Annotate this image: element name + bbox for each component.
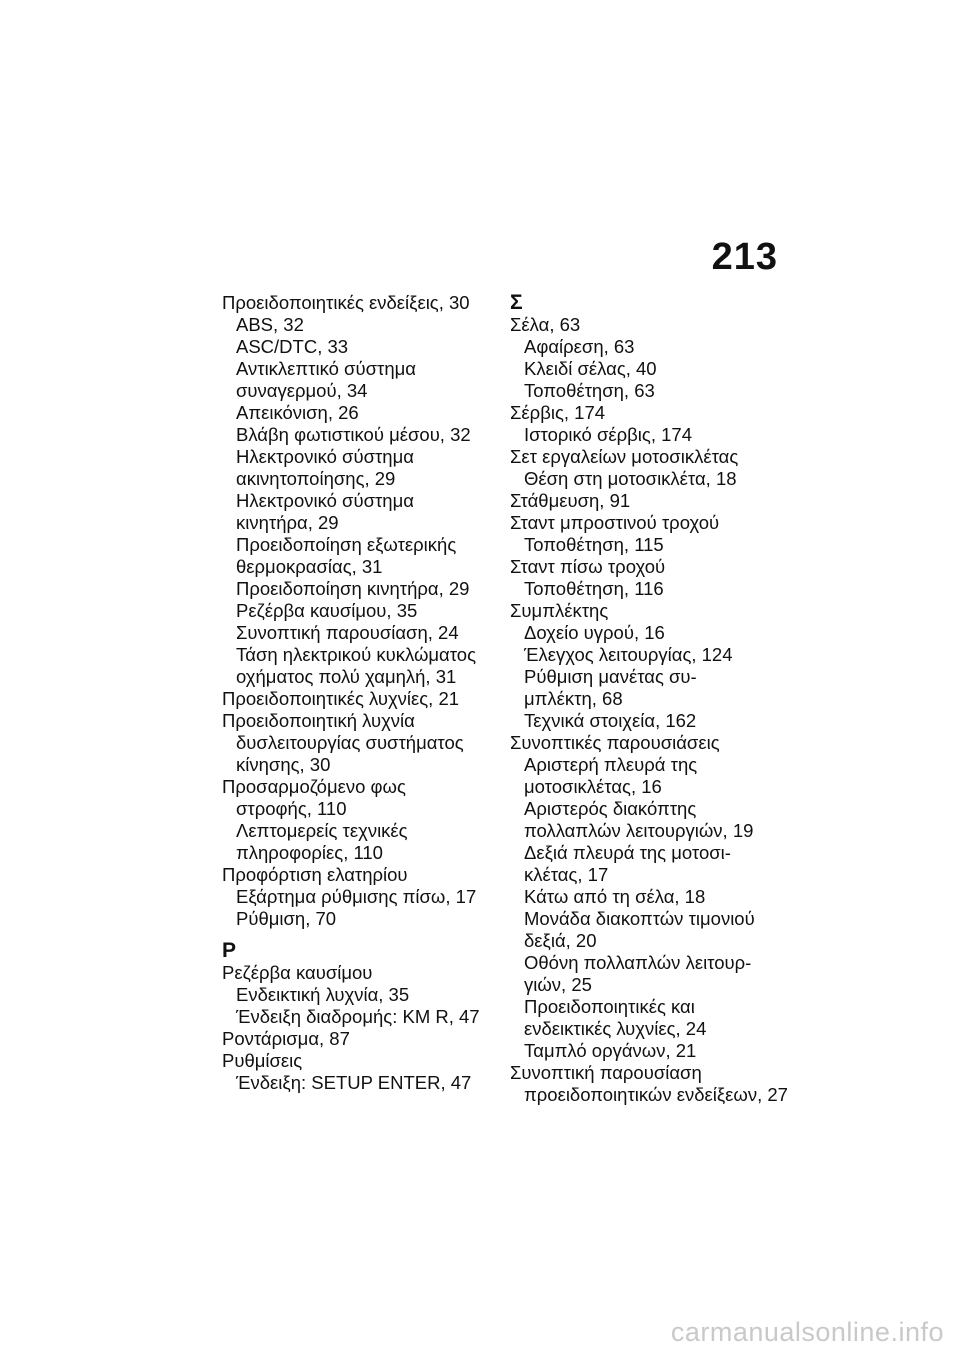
index-entry: Σταντ πίσω τροχού [510,556,666,577]
index-subentry: Τοποθέτηση, 116 [524,578,664,599]
index-entry: Σετ εργαλείων μοτοσικλέτας [510,446,739,467]
index-subentry: Απεικόνιση, 26 [236,402,359,423]
index-subentry: Αφαίρεση, 63 [524,336,635,357]
index-subentry: Κλειδί σέλας, 40 [524,358,657,379]
index-subentry: Ρύθμιση μανέτας συ- [524,666,697,687]
index-subentry: στροφής, 110 [236,798,347,819]
index-entry: Προειδοποιητική λυχνία [222,710,415,731]
index-subentry: Θέση στη μοτοσικλέτα, 18 [524,468,737,489]
index-entry: Ροντάρισμα, 87 [222,1028,350,1049]
index-subentry: Ηλεκτρονικό σύστημα [236,446,414,467]
index-subentry: Ένδειξη διαδρομής: KM R, 47 [236,1006,480,1027]
index-subentry: κλέτας, 17 [524,864,609,885]
index-subentry: Ενδεικτική λυχνία, 35 [236,984,410,1005]
index-subentry: γιών, 25 [524,974,592,995]
index-entry: Συνοπτικές παρουσιάσεις [510,732,720,753]
index-entry: Προειδοποιητικές λυχνίες, 21 [222,688,460,709]
index-subentry: Εξάρτημα ρύθμισης πίσω, 17 [236,886,477,907]
index-subentry: Αριστερή πλευρά της [524,754,698,775]
watermark: carmanualsonline.info [670,1317,944,1347]
index-subentry: Ένδειξη: SETUP ENTER, 47 [236,1072,472,1093]
index-entry: Ρεζέρβα καυσίμου [222,962,373,983]
index-column-left [222,292,492,1094]
index-subentry: ενδεικτικές λυχνίες, 24 [524,1018,707,1039]
index-subentry: πολλαπλών λειτουργιών, 19 [524,820,754,841]
index-letter-heading: Ρ [222,939,237,962]
index-subentry: Οθόνη πολλαπλών λειτουρ- [524,952,752,973]
index-subentry: Ηλεκτρονικό σύστημα [236,490,414,511]
index-subentry: κινητήρα, 29 [236,512,339,533]
index-subentry: πληροφορίες, 110 [236,842,383,863]
index-subentry: συναγερμού, 34 [236,380,368,401]
page-number: 213 [711,236,778,278]
index-entry: Σταντ μπροστινού τροχού [510,512,720,533]
index-subentry: Ιστορικό σέρβις, 174 [524,424,692,445]
index-subentry: οχήματος πολύ χαμηλή, 31 [236,666,457,687]
index-subentry: δυσλειτουργίας συστήματος [236,732,464,753]
index-entry: Προφόρτιση ελατηρίου [222,864,408,885]
index-subentry: Τοποθέτηση, 63 [524,380,655,401]
index-subentry: Τεχνικά στοιχεία, 162 [524,710,697,731]
index-subentry: μπλέκτη, 68 [524,688,623,709]
index-entry: Προειδοποιητικές ενδείξεις, 30 [222,292,470,313]
index-subentry: Συνοπτική παρουσίαση, 24 [236,622,459,643]
index-subentry: Ρύθμιση, 70 [236,908,337,929]
index-entry: Σέρβις, 174 [510,402,606,423]
index-entry: Συνοπτική παρουσίαση [510,1062,702,1083]
index-subentry: Προειδοποίηση κινητήρα, 29 [236,578,470,599]
index-subentry: Μονάδα διακοπτών τιμονιού [524,908,755,929]
index-subentry: ASC/DTC, 33 [236,336,349,357]
index-entry: Συμπλέκτης [510,600,609,621]
index-subentry: Τοποθέτηση, 115 [524,534,664,555]
index-entry: Στάθμευση, 91 [510,490,631,511]
index-subentry: Λεπτομερείς τεχνικές [236,820,408,841]
index-subentry: Ρεζέρβα καυσίμου, 35 [236,600,418,621]
index-letter-heading: Σ [510,291,523,314]
index-subentry: Τάση ηλεκτρικού κυκλώματος [236,644,476,665]
index-subentry: Αριστερός διακόπτης [524,798,697,819]
index-subentry: Έλεγχος λειτουργίας, 124 [524,644,733,665]
index-subentry: Δεξιά πλευρά της μοτοσι- [524,842,731,863]
index-subentry: θερμοκρασίας, 31 [236,556,383,577]
index-subentry: μοτοσικλέτας, 16 [524,776,662,797]
index-subentry: Προειδοποίηση εξωτερικής [236,534,457,555]
index-subentry: Δοχείο υγρού, 16 [524,622,665,643]
index-subentry: Αντικλεπτικό σύστημα [236,358,416,379]
index-subentry: ακινητοποίησης, 29 [236,468,396,489]
index-subentry: Κάτω από τη σέλα, 18 [524,886,706,907]
index-subentry: προειδοποιητικών ενδείξεων, 27 [524,1084,788,1105]
index-entry: Σέλα, 63 [510,314,581,335]
index-subentry: Βλάβη φωτιστικού μέσου, 32 [236,424,471,445]
index-entry: Προσαρμοζόμενο φως [222,776,406,797]
index-subentry: Ταμπλό οργάνων, 21 [524,1040,697,1061]
index-subentry: Προειδοποιητικές και [524,996,695,1017]
index-subentry: δεξιά, 20 [524,930,597,951]
index-subentry: ABS, 32 [236,314,304,335]
index-subentry: κίνησης, 30 [236,754,331,775]
index-entry: Ρυθμίσεις [222,1050,303,1071]
index-column-right [510,291,788,1106]
